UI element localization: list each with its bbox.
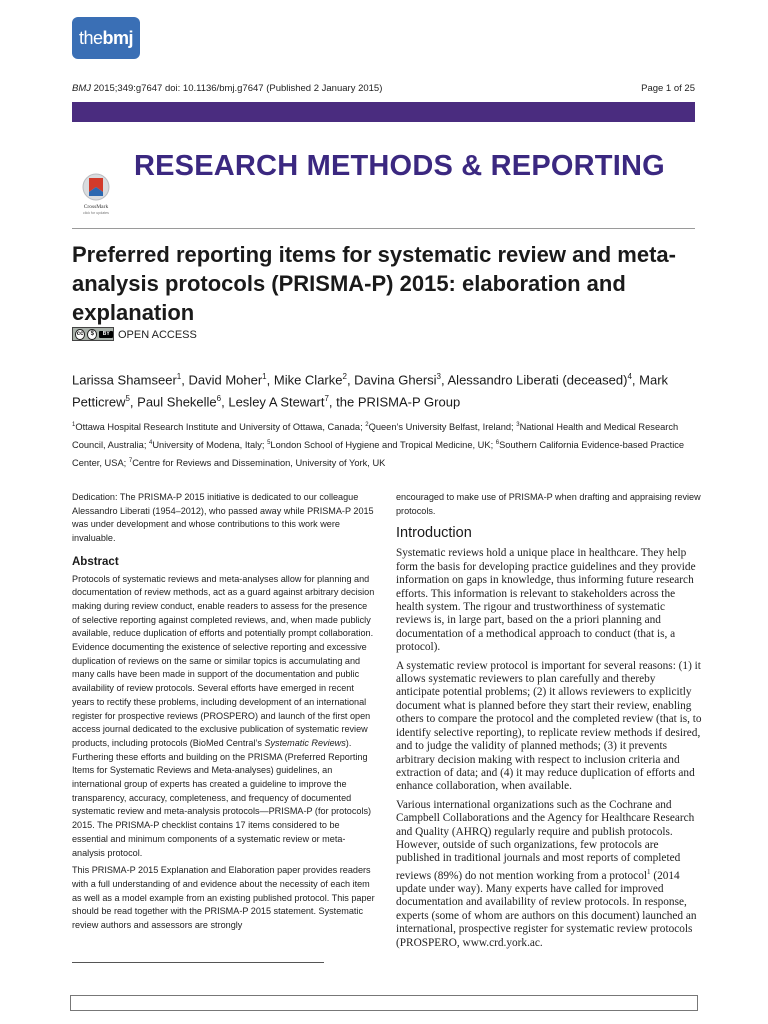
author-separator: , (129, 394, 138, 410)
cc-license-icon[interactable] (72, 327, 114, 341)
author-list (72, 367, 707, 412)
affiliation-number: 7 (128, 458, 133, 465)
author-name: David Moher (188, 372, 263, 388)
page-number: Page 1 of 25 (641, 83, 695, 94)
author-affiliation-mark: 6 (216, 394, 222, 404)
author-name: Mark Petticrew (72, 372, 669, 410)
section-title: RESEARCH METHODS & REPORTING (134, 150, 665, 182)
affiliation-text: Ottawa Hospital Research Institute and University of Ottawa, Canada; (75, 422, 366, 433)
author-affiliation-mark: 1 (176, 372, 182, 381)
affiliation-number: 2 (365, 422, 369, 428)
author-separator: , (441, 372, 448, 388)
abstract-continuation: encouraged to make use of PRISMA-P when drafting and appraising review protocols. (396, 492, 701, 516)
author-separator: , (266, 372, 274, 388)
affiliation-number: 4 (149, 440, 153, 447)
bmj-logo[interactable] (72, 17, 140, 59)
author-separator: , (631, 372, 640, 388)
author-name: Larissa Shamseer (72, 372, 177, 388)
affiliation-text: Queen’s University Belfast, Ireland; (368, 422, 517, 433)
affiliations (72, 417, 702, 471)
author-name: Davina Ghersi (354, 372, 437, 388)
author-affiliation-mark: 5 (125, 394, 130, 404)
affiliation-text: National Health and Medical Research Council, Australia; (72, 422, 679, 451)
author-affiliation-mark: 7 (324, 394, 329, 404)
author-affiliation-mark: 4 (627, 372, 632, 381)
cc-symbol: cc (75, 329, 85, 340)
author-name: the PRISMA-P Group (336, 394, 461, 410)
abstract-heading: Abstract (72, 555, 119, 568)
author-name: Mike Clarke (273, 372, 343, 388)
abstract-paragraph-1: Protocols of systematic reviews and meta-analyses allow for planning and documentation of review methods, act as a guard against arbitrary decision making during review conduct, enable readers to assess for the presence of selective reporting against completed reviews, and, when made publicly available, reduce duplication of efforts and potentially prompt collaboration. Evidence documenting the existence of selective reporting and excessive duplication of reviews on the same or similar topics is accumulating and many calls have been made in support of the documentation and public availability of review protocols. Several efforts have emerged in recent years to rectify these problems, including development of an international register for prospective reviews (PROSPERO) and launch of the first open access journal dedicated to the exclusive publication of systematic review products, including protocols (BioMed Central’s Systematic Reviews). Furthering these efforts and building on the PRISMA (Preferred Reporting Items for Systematic Reviews and Meta-analyses) guidelines, an international group of experts has created a guideline to improve the transparency, accuracy, completeness, and frequency of documented systematic review and meta-analysis protocols—PRISMA-P (for protocols) 2015. The PRISMA-P checklist contains 17 items considered to be essential and minimum components of a systematic review or meta-analysis protocol. (72, 573, 375, 858)
affiliation-text: University of Modena, Italy; (152, 440, 268, 451)
affiliation-number: 3 (516, 422, 520, 428)
logo-text-bmj: bmj (102, 27, 134, 48)
author-name: Paul Shekelle (137, 394, 217, 410)
abstract-paragraph-2: This PRISMA-P 2015 Explanation and Elaboration paper provides readers with a full understanding of and evidence about the necessity of each item as well as a model example from an existing published protocol. This paper should be read together with the PRISMA-P 2015 statement. Systematic review authors and assessors are strongly (72, 865, 375, 931)
header-accent-bar (72, 102, 695, 122)
author-affiliation-mark: 2 (342, 372, 347, 381)
citation-details: 2015;349:g7647 doi: 10.1136/bmj.g7647 (Published 2 January 2015) (91, 83, 383, 94)
footer-box (70, 995, 698, 1011)
right-column (396, 491, 702, 955)
author-affiliation-mark: 1 (262, 372, 267, 381)
author-name: Alessandro Liberati (deceased) (447, 372, 628, 388)
intro-paragraph-2: A systematic review protocol is important for several reasons: (1) it allows systematic reviewers to plan carefully and thereby anticipate potential problems; (2) it allows reviewers to explicitly document what is planned before they start their review, enabling others to compare the protocol and the completed review (that is, to identify selective reporting), to replicate review methods if desired, and to judge the validity of planned methods; (3) it prevents arbitrary decision making with respect to inclusion criteria and extraction of data; and (4) it may reduce duplication of efforts and enhance collaboration, when available. (396, 659, 702, 793)
affiliation-text: Southern California Evidence-based Practice Center, USA; (72, 440, 685, 469)
open-access-label: OPEN ACCESS (118, 329, 197, 341)
intro-paragraph-3: Various international organizations such as the Cochrane and Campbell Collaborations and the Agency for Healthcare Research and Quality (AHRQ) regularly require and publish protocols. However, outside of such organizations, few protocols are published in traditional journals and most reports of completed reviews (89%) do not mention working from a protocol$^1$ (2014 update under way). Many experts have called for improved documentation and availability of review protocols. In response, experts (some of whom are authors on this document) launched an international, prospective register for systematic review protocols (PROSPERO, www.crd.york.ac. (396, 798, 697, 949)
affiliation-text: London School of Hygiene and Tropical Medicine, UK; (270, 440, 496, 451)
introduction-heading: Introduction (396, 525, 472, 542)
affiliation-number: 1 (72, 422, 76, 428)
title-divider (72, 228, 695, 229)
citation-line (72, 83, 382, 94)
affiliation-number: 6 (495, 440, 500, 447)
left-column (72, 491, 375, 937)
footnote-rule (72, 962, 324, 963)
intro-paragraph-1: Systematic reviews hold a unique place in healthcare. They help form the basis for developing practice guidelines and they provide information on gaps in knowledge, thus informing future research efforts. This information is relevant to stakeholders across the health system. The rigour and trustworthiness of systematic reviews is, in large part, based on the a priori planning and documentation of a methodical approach to conduct (that is, a protocol). (396, 547, 696, 654)
by-symbol: BY (99, 331, 113, 338)
affiliation-text: Centre for Reviews and Dissemination, University of York, UK (132, 458, 386, 469)
author-separator: , (181, 372, 189, 388)
crossmark-sublabel: click for updates (83, 211, 109, 215)
nc-symbol: $ (87, 329, 97, 340)
author-separator: , (346, 372, 355, 388)
article-title: Preferred reporting items for systematic review and meta-analysis protocols (PRISMA-P) 2015: elaboration and explanation (72, 242, 676, 325)
author-name: Lesley A Stewart (228, 394, 325, 410)
logo-text-the: the (78, 27, 103, 48)
journal-name: BMJ (72, 83, 91, 94)
crossmark-label: CrossMark (83, 204, 109, 210)
author-separator: , (221, 394, 229, 410)
author-affiliation-mark: 3 (436, 372, 441, 381)
dedication: Dedication: The PRISMA-P 2015 initiative is dedicated to our colleague Alessandro Liberati (1954–2012), who passed away while PRISMA-P 2015 was under development and whose contributions to this work were invaluable. (72, 492, 374, 544)
affiliation-number: 5 (267, 440, 271, 447)
reference-link[interactable]: 1 (647, 867, 651, 876)
author-separator: , (328, 394, 337, 410)
